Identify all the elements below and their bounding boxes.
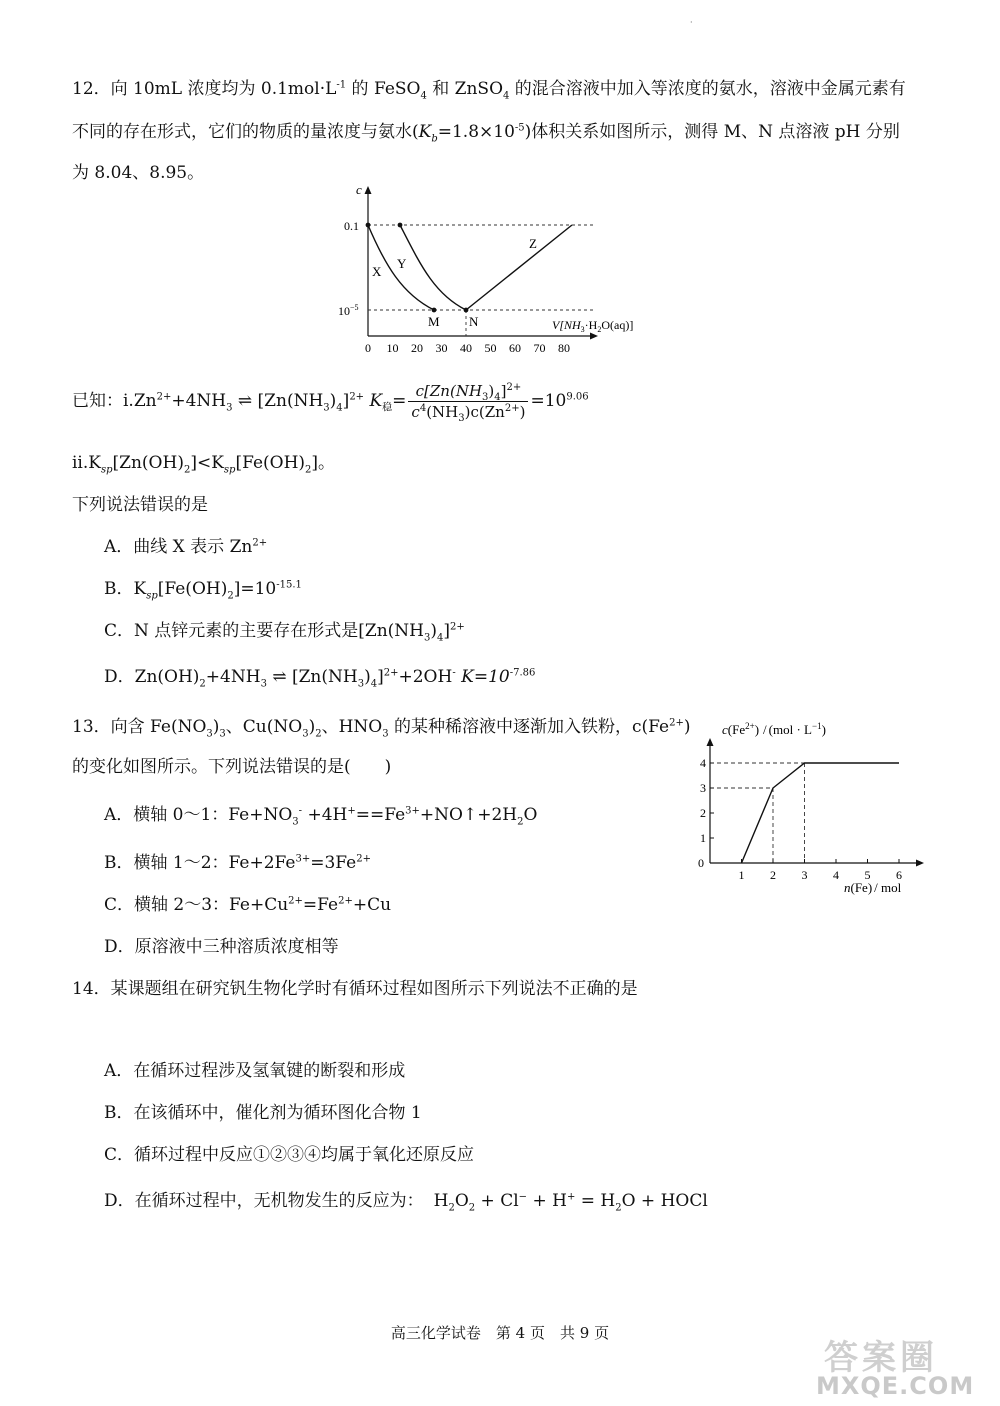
q14-option-b[interactable]: B．在该循环中，催化剂为循环图化合物 1 xyxy=(104,1103,422,1123)
chart1-x-tick-60: 60 xyxy=(509,341,521,355)
q13-option-b[interactable]: B．横轴 1～2：$Fe+2Fe^{3+}=3Fe^{2+}$ xyxy=(104,853,371,873)
chart2-y-tick-0: 0 xyxy=(698,856,704,870)
chart1-x-tick-0: 0 xyxy=(365,341,371,355)
watermark-cn: 答案圈 xyxy=(824,1338,938,1378)
q12-option-d[interactable]: D．$Zn(OH)_2+4NH_3$ ⇌ $[Zn(NH_3)_4]^{2+}+2OH^-$ $K=10^{-7.86}$ xyxy=(104,667,536,690)
chart1-label-z: Z xyxy=(529,236,537,251)
chart1-label-y: Y xyxy=(397,256,407,271)
chart1-label-n: N xyxy=(469,314,479,329)
chart1-point-start-y xyxy=(398,223,403,228)
q14-option-a[interactable]: A．在循环过程涉及氢氧键的断裂和形成 xyxy=(104,1061,406,1081)
q14-option-c[interactable]: C．循环过程中反应①②③④均属于氧化还原反应 xyxy=(104,1145,475,1165)
chart1-x-tick-50: 50 xyxy=(484,341,497,355)
chart2-x-arrow xyxy=(916,860,924,867)
chart1-x-ticks xyxy=(365,341,570,355)
chart2-series-line xyxy=(742,763,900,863)
q12-known-ii: $ii.K_{sp}[Zn(OH)_2]<K_{sp}[Fe(OH)_2]$。 xyxy=(72,453,336,476)
q12-option-b[interactable]: B．$K_{sp}[Fe(OH)_2]=10^{-15.1}$ xyxy=(104,579,302,602)
chart2-x-tick-3: 3 xyxy=(801,868,808,882)
chart1-x-tick-10: 10 xyxy=(386,341,399,355)
q12-line-1: 12．向 10mL 浓度均为 $0.1mol\cdot L^{-1}$ 的 FeSO$_4$ 和 ZnSO$_4$ 的混合溶液中加入等浓度的氨水，溶液中金属元素有 xyxy=(72,79,906,102)
chart1-curve-z xyxy=(466,225,572,310)
chart1-point-start-x xyxy=(366,223,371,228)
chart1-y-tick-0.1: 0.1 xyxy=(344,219,359,233)
chart1-y-tick-1e-5: $10^{-5}$ xyxy=(338,303,359,318)
chart2-x-tick-1: 1 xyxy=(738,868,745,882)
chart-concentration-vs-volume xyxy=(330,180,680,360)
page-footer: 高三化学试卷 第 4 页 共 9 页 xyxy=(390,1324,610,1342)
q13-option-c[interactable]: C．横轴 2～3：$Fe+Cu^{2+}=Fe^{2+}+Cu$ xyxy=(104,895,392,915)
chart2-x-tick-4: 4 xyxy=(833,868,839,882)
chart1-curve-y xyxy=(400,225,466,310)
chart1-label-m: M xyxy=(428,314,440,329)
chart1-x-tick-20: 20 xyxy=(411,341,423,355)
chart2-y-arrow xyxy=(707,738,714,746)
chart2-y-tick-1: 1 xyxy=(700,831,706,845)
chart2-x-tick-6: 6 xyxy=(896,868,902,882)
q12-line-2: 不同的存在形式，它们的物质的量浓度与氨水$(K_b=1.8\times 10^{-5})$体积关系如图所示，测得 M、N 点溶液 pH 分别 xyxy=(72,122,900,145)
q12-option-a[interactable]: A．曲线 X 表示 $Zn^{2+}$ xyxy=(104,537,268,557)
q12-ask: 下列说法错误的是 xyxy=(72,495,208,515)
chart2-x-tick-5: 5 xyxy=(864,868,871,882)
chart1-point-n xyxy=(464,308,469,313)
chart1-label-x: X xyxy=(372,264,382,279)
watermark-logo xyxy=(812,1330,992,1400)
chart1-x-label: $V[NH_3\cdot H_2O(aq)]$ xyxy=(552,318,634,334)
chart-fe2-vs-fe xyxy=(692,712,942,902)
chart2-y-label: $c(Fe^{2+}) / (mol \cdot L^{-1})$ xyxy=(722,721,826,737)
chart1-y-label: c xyxy=(356,182,362,197)
chart1-y-arrow xyxy=(365,186,372,194)
q14-option-d[interactable]: D．在循环过程中，无机物发生的反应为： $H_2O_2 + Cl^- + H^+ = H_2O$ + HOCl xyxy=(104,1191,708,1214)
watermark-en: MXQE.COM xyxy=(816,1372,975,1400)
chart2-y-tick-4: 4 xyxy=(700,756,706,770)
chart2-x-label: n(Fe) / mol xyxy=(844,880,902,895)
chart1-x-tick-40: 40 xyxy=(460,341,472,355)
q13-option-d[interactable]: D．原溶液中三种溶质浓度相等 xyxy=(104,937,339,957)
q13-option-a[interactable]: A．横轴 0～1：$Fe+NO_3^-$ $+4H^+==Fe^{3+}+NO↑+2H_2O$ xyxy=(104,805,538,828)
chart2-x-tick-2: 2 xyxy=(770,868,776,882)
k-stability-fraction: $\frac{c[Zn(NH_3)_4]^{2+}}{c^4(NH_3)c(Zn^{2+})}$ xyxy=(408,382,528,421)
chart2-grid xyxy=(710,763,805,863)
chart2-y-tick-3: 3 xyxy=(700,781,706,795)
chart1-x-tick-80: 80 xyxy=(558,341,570,355)
q12-line-3: 为 8.04、8.95。 xyxy=(72,163,205,183)
q13-line-2: 的变化如图所示。下列说法错误的是( ) xyxy=(72,757,392,777)
chart1-x-tick-30: 30 xyxy=(435,341,448,355)
q12-known-i: 已知：$i.Zn^{2+}+4NH_3$ ⇌ $[Zn(NH_3)_4]^{2+}$ $K_稳=$ $\frac{c[Zn(NH_3)_4]^{2+}}{c^4(NH_3)c(Zn^{2+})}$ $=10^{9.06}$ xyxy=(72,382,589,424)
chart1-point-m xyxy=(432,308,437,313)
q12-option-c[interactable]: C．N 点锌元素的主要存在形式是$[Zn(NH_3)_4]^{2+}$ xyxy=(104,621,465,644)
chart2-y-tick-2: 2 xyxy=(700,806,706,820)
q13-line-1: 13．向含 $Fe(NO_3)_3$、$Cu(NO_3)_2$、$HNO_3$ 的某种稀溶液中逐渐加入铁粉，$c(Fe^{2+})$ xyxy=(72,717,691,740)
top-dot: · xyxy=(690,18,693,27)
q14-line-1: 14．某课题组在研究钒生物化学时有循环过程如图所示下列说法不正确的是 xyxy=(72,979,638,999)
chart1-x-tick-70: 70 xyxy=(533,341,546,355)
